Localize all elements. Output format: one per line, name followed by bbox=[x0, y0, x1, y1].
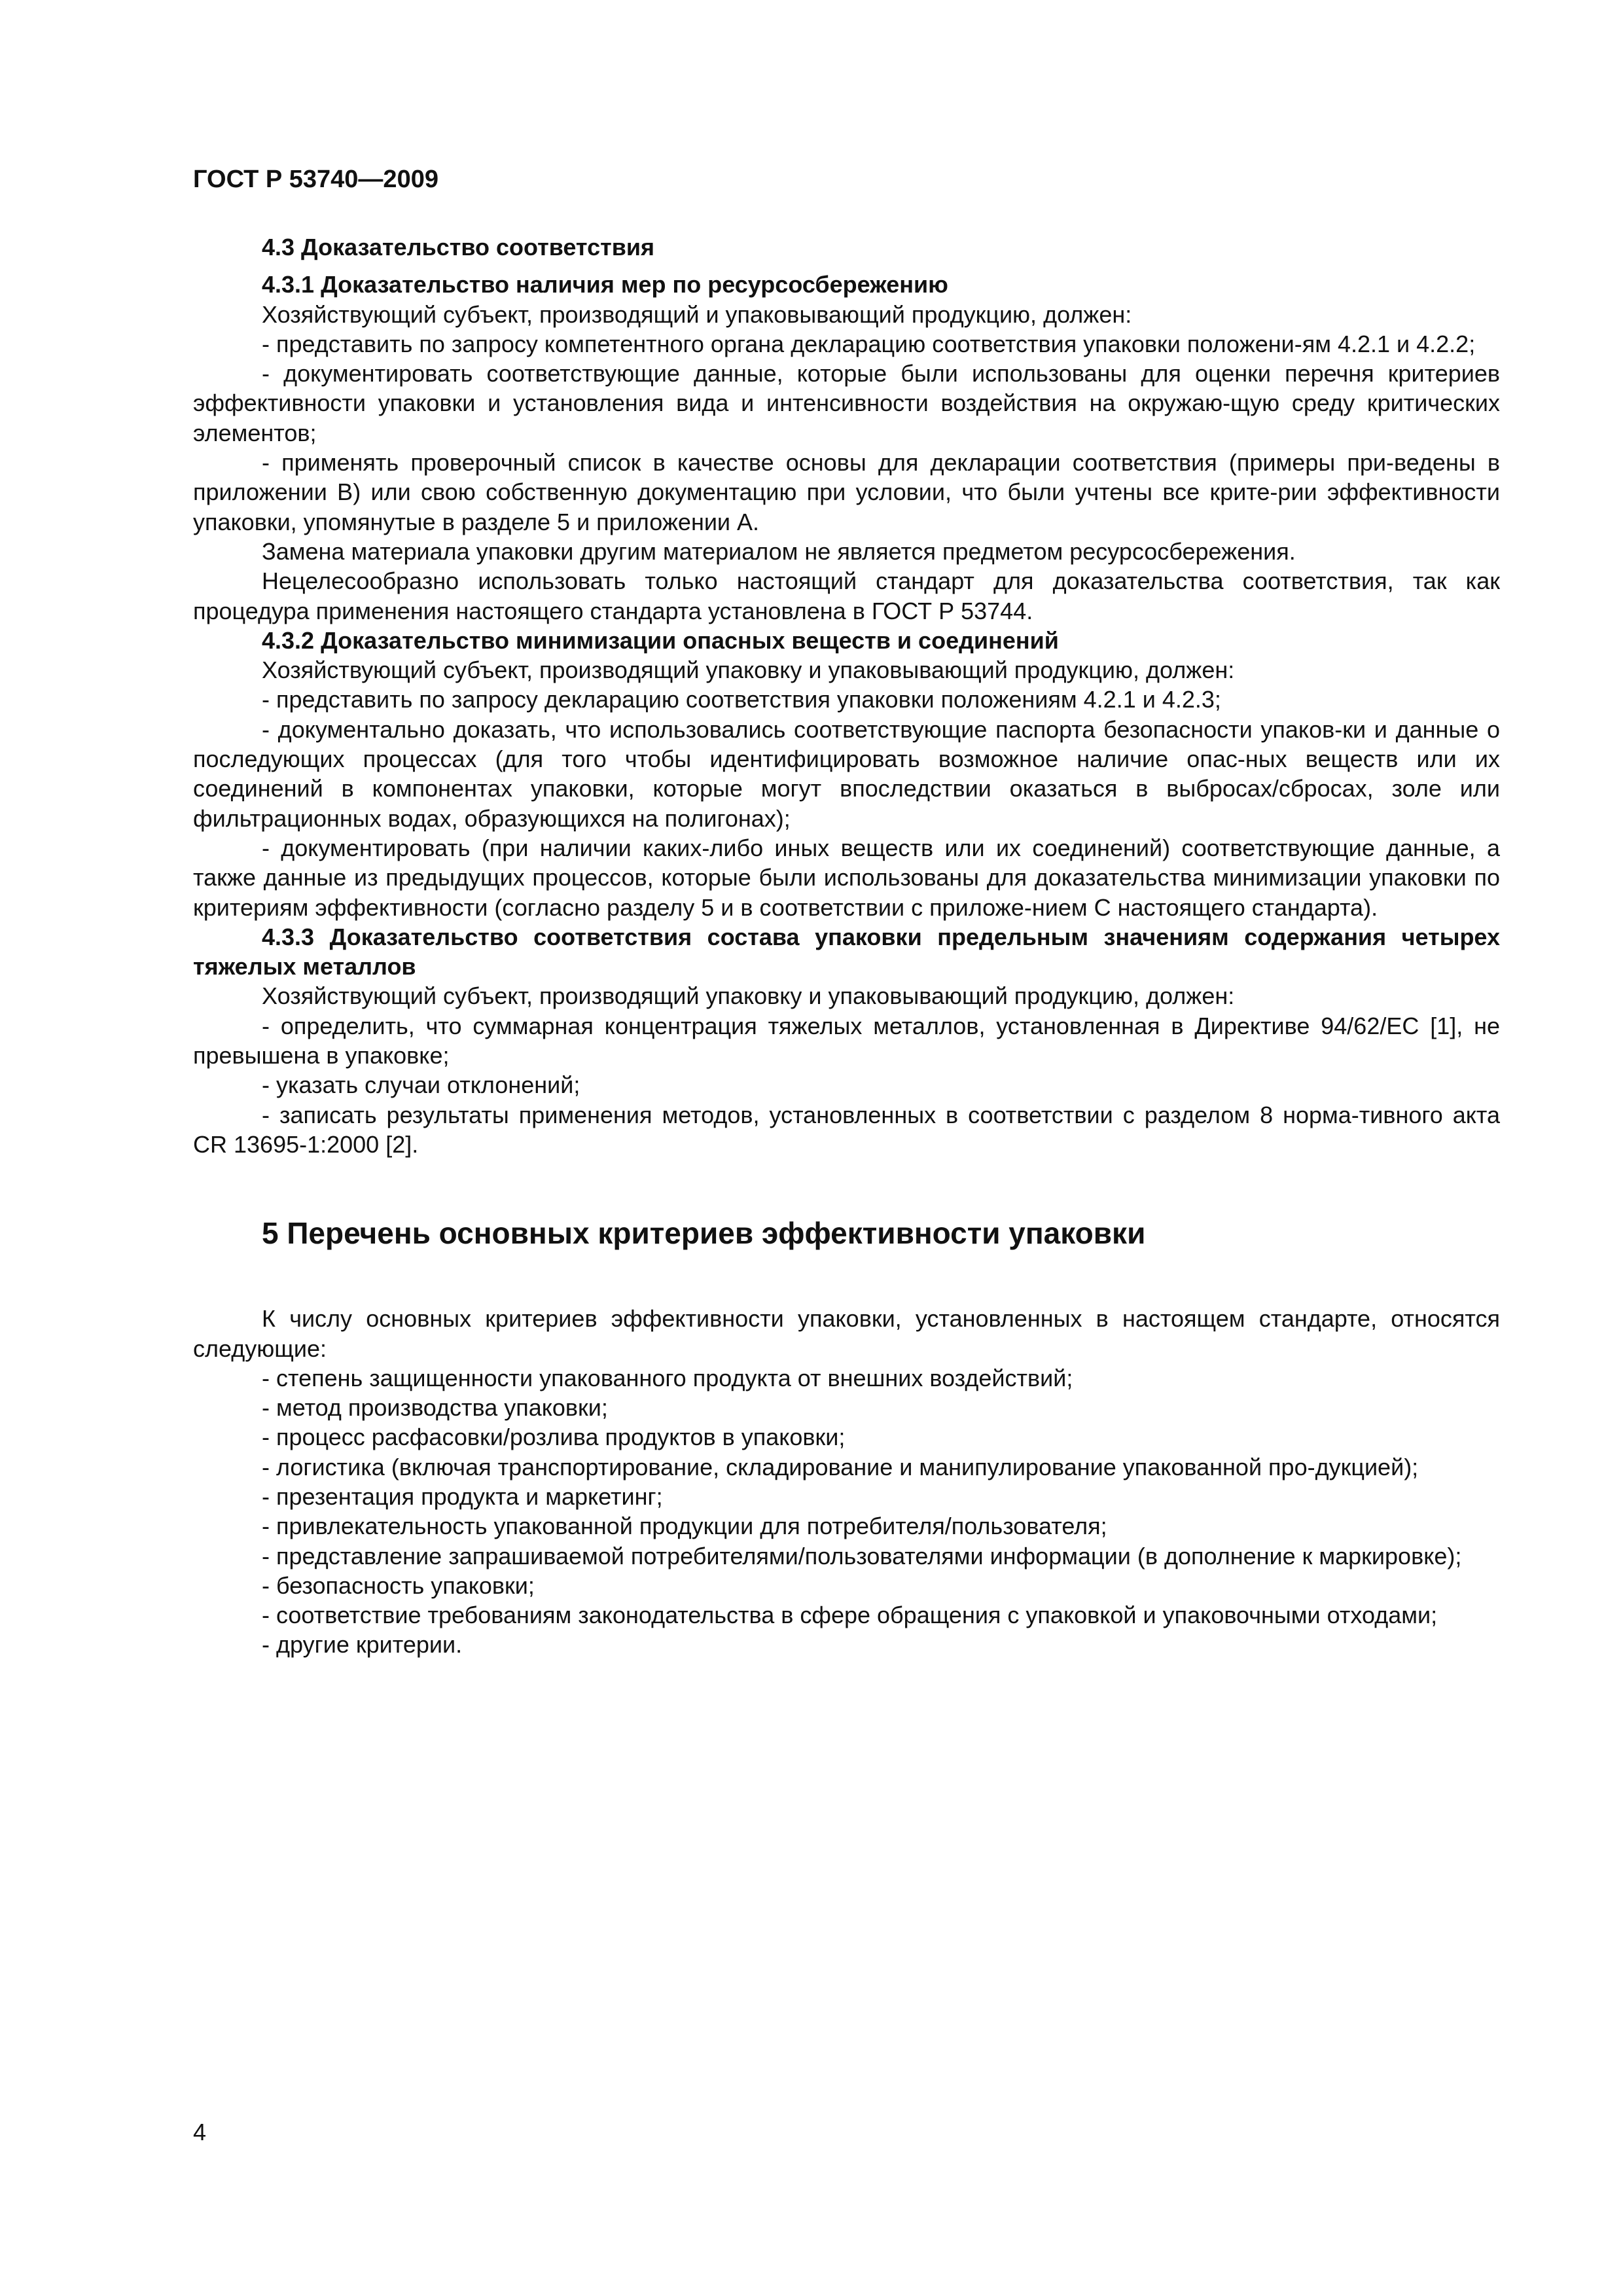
paragraph: Хозяйствующий субъект, производящий упаковку и упаковывающий продукцию, должен: bbox=[262, 656, 1235, 684]
paragraph: Нецелесообразно использовать только настоящий стандарт для доказательства соответствия, так как процедура применения настоящего стандарта установлена в ГОСТ Р 53744. bbox=[193, 567, 1500, 624]
list-item: - безопасность упаковки; bbox=[262, 1571, 535, 1599]
subsection-heading: 4.3.1 Доказательство наличия мер по ресурсосбережению bbox=[262, 271, 948, 298]
list-item: - метод производства упаковки; bbox=[262, 1394, 608, 1422]
document-body bbox=[193, 232, 1500, 1660]
paragraph: Хозяйствующий субъект, производящий упаковку и упаковывающий продукцию, должен: bbox=[262, 982, 1235, 1010]
paragraph: К числу основных критериев эффективности упаковки, установленных в настоящем стандарте, относятся следующие: bbox=[193, 1305, 1500, 1362]
list-item: - документировать соответствующие данные, которые были использованы для оценки перечня критериев эффективности упаковки и установления вида и интенсивности воздействия на окружаю-щую среду критических элементов; bbox=[193, 360, 1500, 446]
page-number: 4 bbox=[193, 2119, 207, 2145]
section-heading: 4.3 Доказательство соответствия bbox=[262, 234, 655, 260]
list-item: - документально доказать, что использовались соответствующие паспорта безопасности упаков-ки и данные о последующих процессах (для того чтобы идентифицировать возможное наличие опас-ных веществ или их соединений в компонентах упаковки, которые могут впоследствии оказаться в выбросах/сбросах, золе или фильтрационных водах, образующихся на полигонах); bbox=[193, 715, 1500, 832]
list-item: - представить по запросу декларацию соответствия упаковки положениям 4.2.1 и 4.2.3; bbox=[262, 686, 1221, 713]
list-item: - определить, что суммарная концентрация тяжелых металлов, установленная в Директиве 94/62/ЕС [1], не превышена в упаковке; bbox=[193, 1012, 1500, 1069]
paragraph: Замена материала упаковки другим материалом не является предметом ресурсосбережения. bbox=[262, 537, 1296, 565]
list-item: - привлекательность упакованной продукции для потребителя/пользователя; bbox=[262, 1513, 1107, 1540]
list-item: - процесс расфасовки/розлива продуктов в упаковки; bbox=[262, 1424, 846, 1451]
chapter-heading: 5 Перечень основных критериев эффективности упаковки bbox=[262, 1216, 1146, 1251]
list-item: - другие критерии. bbox=[262, 1631, 463, 1659]
list-item: - записать результаты применения методов, установленных в соответствии с разделом 8 норма-тивного акта CR 13695-1:2000 [2]. bbox=[193, 1101, 1500, 1158]
list-item: - степень защищенности упакованного продукта от внешних воздействий; bbox=[262, 1364, 1073, 1391]
list-item: - соответствие требованиям законодательства в сфере обращения с упаковкой и упаковочными отходами; bbox=[262, 1602, 1438, 1629]
list-item: - презентация продукта и маркетинг; bbox=[262, 1482, 663, 1510]
paragraph: Хозяйствующий субъект, производящий и упаковывающий продукцию, должен: bbox=[262, 300, 1132, 328]
list-item: - документировать (при наличии каких-либо иных веществ или их соединений) соответствующие данные, а также данные из предыдущих процессов, которые были использованы для доказательства минимизации упаковки по критериям эффективности (согласно разделу 5 и в соответствии с приложе-нием С настоящего стандарта). bbox=[193, 834, 1500, 921]
list-item: - применять проверочный список в качестве основы для декларации соответствия (примеры при-ведены в приложении В) или свою собственную документацию при условии, что были учтены все крите-рии эффективности упаковки, упомянутые в разделе 5 и приложении А. bbox=[193, 449, 1500, 535]
list-item: - представление запрашиваемой потребителями/пользователями информации (в дополнение к маркировке); bbox=[262, 1542, 1462, 1570]
list-item: - представить по запросу компетентного органа декларацию соответствия упаковки положени-ям 4.2.1 и 4.2.2; bbox=[262, 330, 1476, 357]
list-item: - логистика (включая транспортирование, складирование и манипулирование упакованной про-дукцией); bbox=[262, 1453, 1419, 1480]
subsection-heading: 4.3.3 Доказательство соответствия состава упаковки предельным значениям содержания четырех тяжелых металлов bbox=[193, 923, 1500, 980]
list-item: - указать случаи отклонений; bbox=[262, 1071, 580, 1099]
subsection-heading: 4.3.2 Доказательство минимизации опасных веществ и соединений bbox=[262, 626, 1059, 654]
document-code-header: ГОСТ Р 53740—2009 bbox=[193, 166, 438, 193]
